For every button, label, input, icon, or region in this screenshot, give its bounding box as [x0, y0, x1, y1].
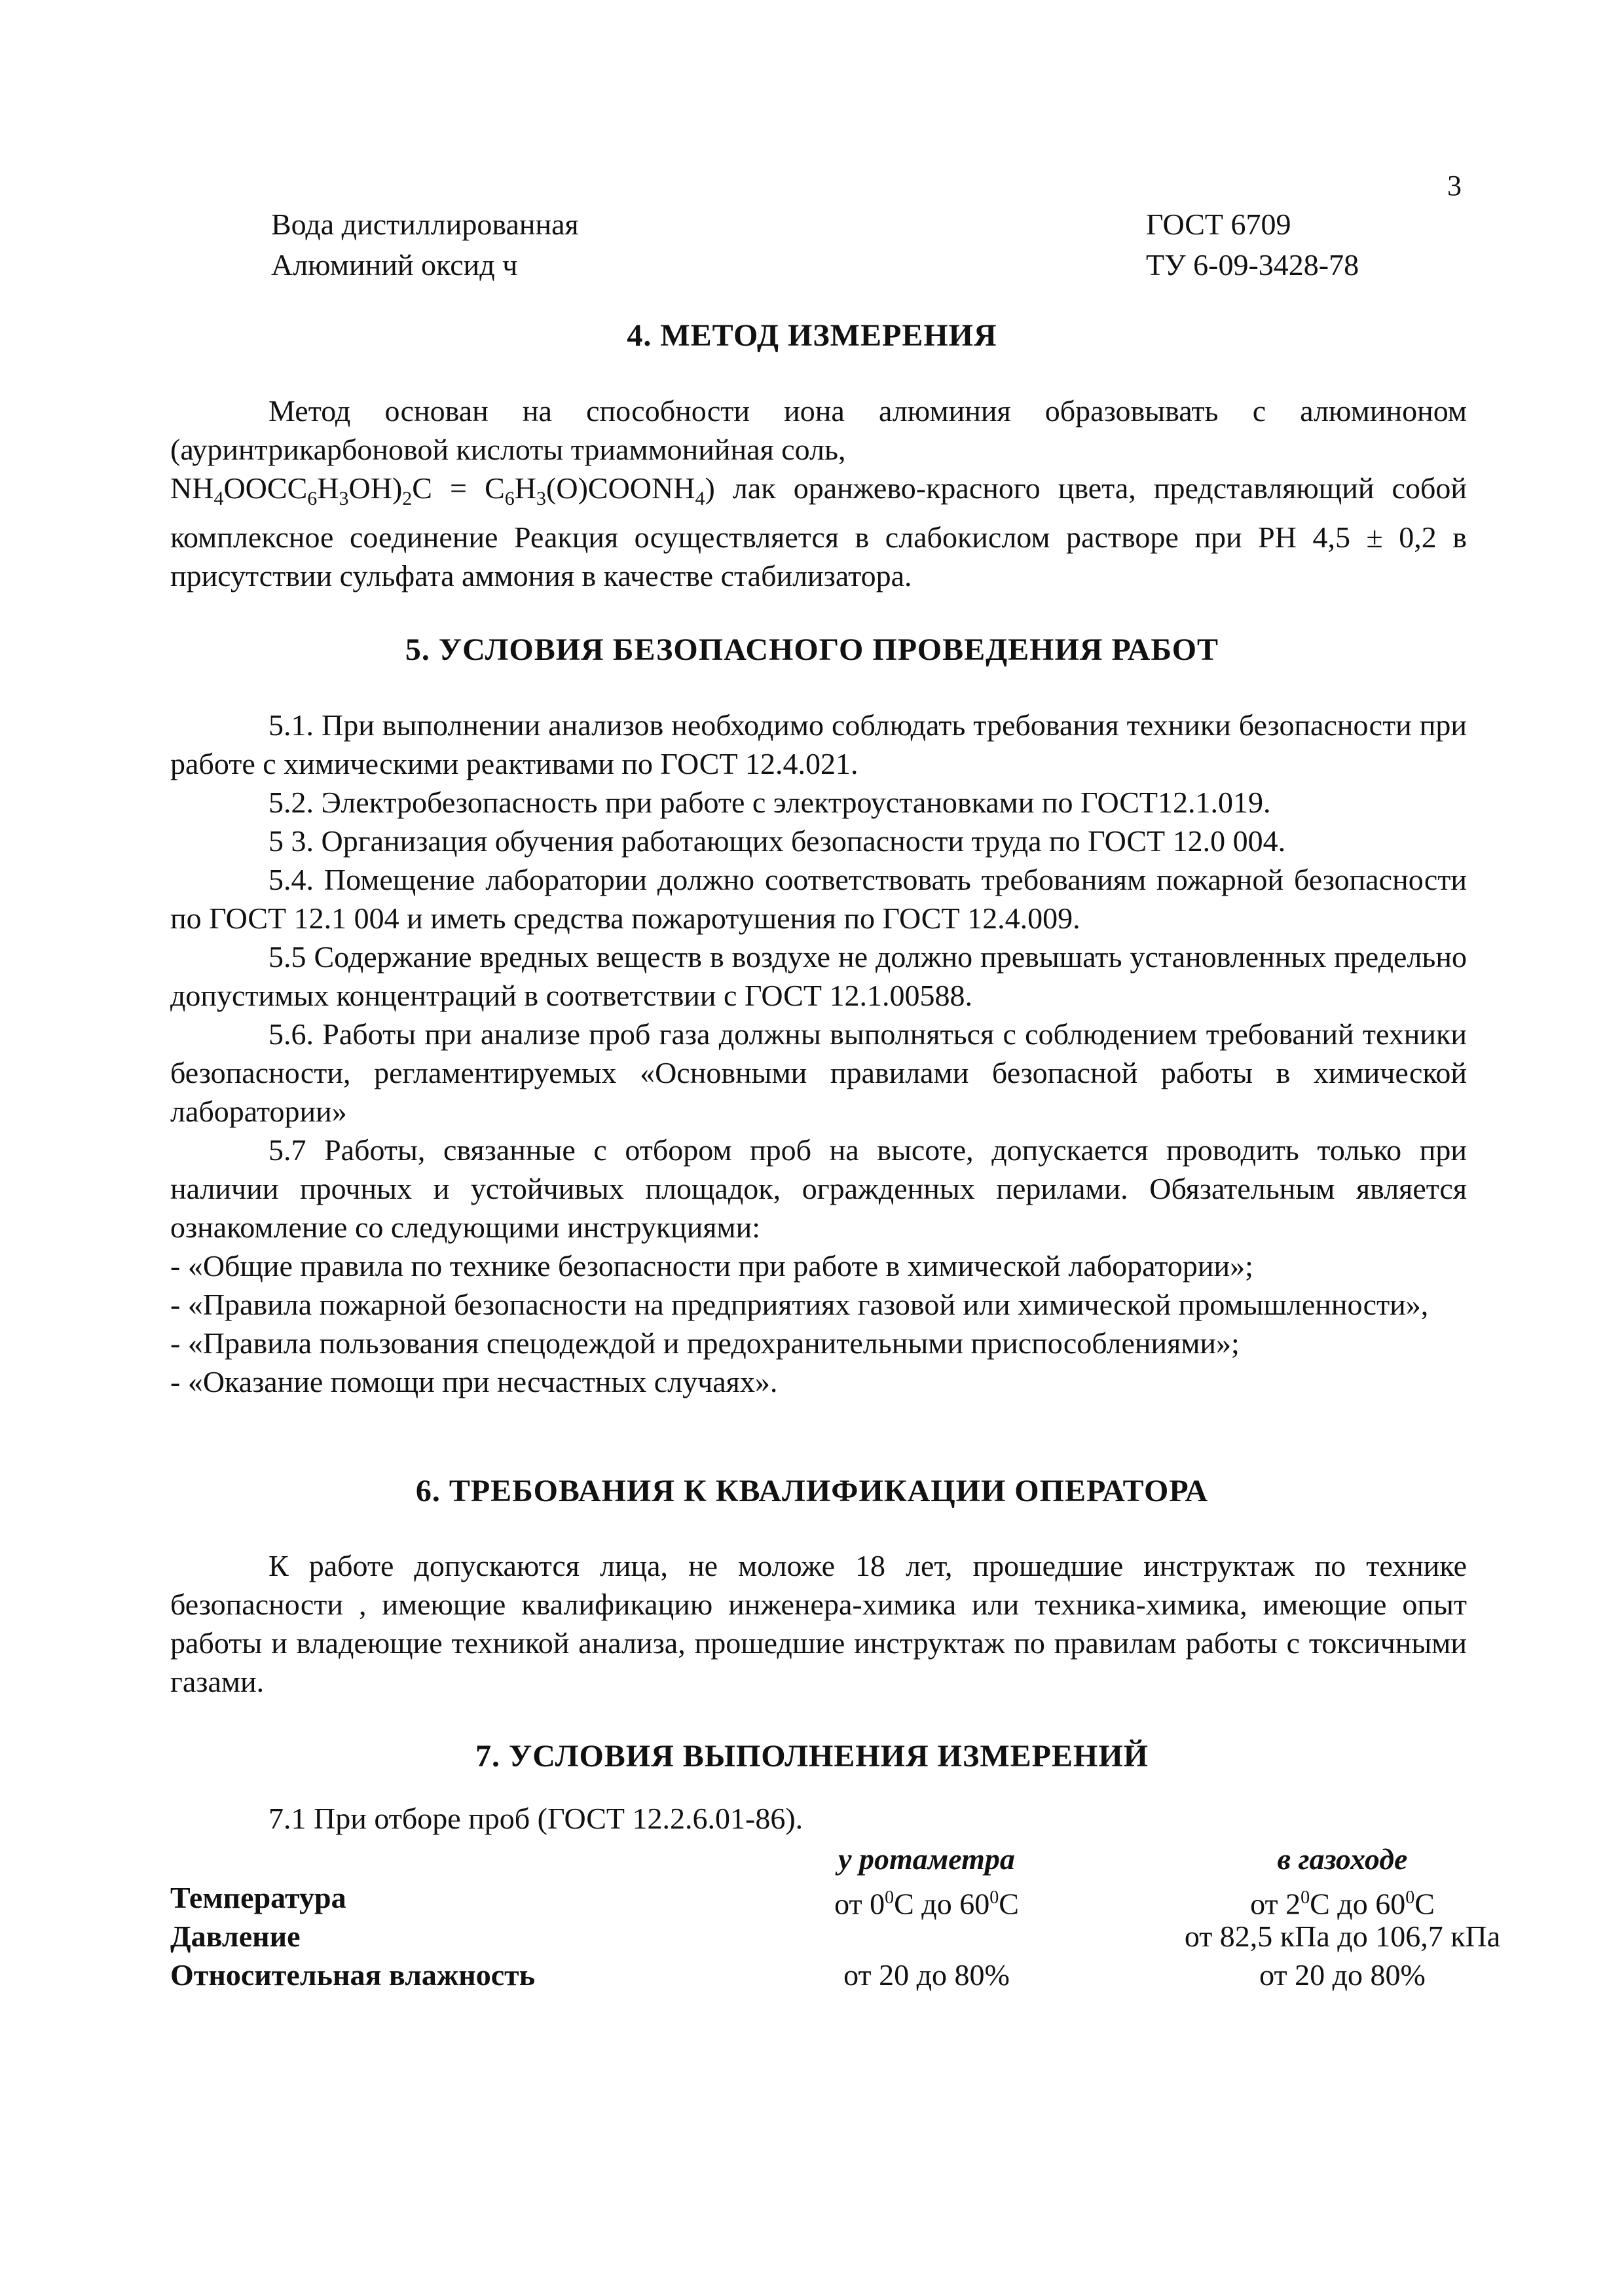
section-4-text	[170, 392, 1467, 595]
measurement-conditions-table	[170, 1840, 1501, 1994]
paragraph: 7.1 При отборе проб (ГОСТ 12.2.6.01-86).	[268, 1802, 803, 1835]
table-cell: от 82,5 кПа до 106,7 кПа	[1184, 1920, 1501, 1953]
table-cell: от 20 до 80%	[843, 1958, 1010, 1992]
bullet-item: - «Оказание помощи при несчастных случаях».	[170, 1365, 778, 1398]
reagent-name: Алюминий оксид ч	[271, 248, 518, 282]
row-label: Температура	[170, 1881, 346, 1914]
section-4-title: 4. МЕТОД ИЗМЕРЕНИЯ	[627, 318, 997, 353]
list-item: 5.7 Работы, связанные с отбором проб на высоте, допускается проводить только при наличии прочных и устойчивых площадок, огражденных перилами. Обязательным является ознакомление со следующими инструкциями:	[170, 1133, 1467, 1244]
section-6-title: 6. ТРЕБОВАНИЯ К КВАЛИФИКАЦИИ ОПЕРАТОРА	[415, 1474, 1209, 1508]
table-row	[170, 1878, 1467, 1921]
bullet-item: - «Общие правила по технике безопасности при работе в химической лаборатории»;	[170, 1249, 1253, 1283]
list-item: 5.4. Помещение лаборатории должно соответствовать требованиям пожарной безопасности по ГОСТ 12.1 004 и иметь средства пожаротушения по ГОСТ 12.4.009.	[170, 863, 1467, 935]
list-item: 5 3. Организация обучения работающих безопасности труда по ГОСТ 12.0 004.	[268, 824, 1286, 858]
table-cell: от 20 до 80%	[1259, 1958, 1426, 1992]
section-7-title: 7. УСЛОВИЯ ВЫПОЛНЕНИЯ ИЗМЕРЕНИЙ	[475, 1739, 1149, 1774]
page-number: 3	[1447, 170, 1462, 202]
column-header: у ротаметра	[838, 1842, 1015, 1876]
reagent-standard: ТУ 6-09-3428-78	[1146, 248, 1359, 282]
row-label: Давление	[170, 1920, 301, 1953]
reagents-standards	[1146, 204, 1359, 285]
reagents-names	[271, 204, 579, 285]
table-row	[170, 1956, 1467, 1994]
list-item: 5.5 Содержание вредных веществ в воздухе не должно превышать установленных предельно допустимых концентраций в соответствии с ГОСТ 12.1.00588.	[170, 940, 1467, 1012]
bullet-item: - «Правила пользования спецодеждой и предохранительными приспособлениями»;	[170, 1326, 1240, 1360]
paragraph	[170, 392, 1467, 595]
bullet-item: - «Правила пожарной безопасности на предприятиях газовой или химической промышленности»,	[170, 1288, 1429, 1321]
list-item: 5.6. Работы при анализе проб газа должны выполняться с соблюдением требований техники безопасности, регламентируемых «Основными правилами безопасной работы в химической лаборатории»	[170, 1017, 1467, 1128]
list-item: 5.2. Электробезопасность при работе с электроустановками по ГОСТ12.1.019.	[268, 786, 1271, 819]
reagent-name: Вода дистиллированная	[271, 208, 579, 241]
paragraph: К работе допускаются лица, не моложе 18 лет, прошедшие инструктаж по технике безопасности , имеющие квалификацию инженера-химика или техника-химика, имеющие опыт работы и владеющие техникой анализа, прошедшие инструктаж по правилам работы с токсичными газами.	[170, 1549, 1467, 1698]
text-run: лак оранжево-красного цвета, представляющий собой комплексное соединение Реакция осуществляется в слабокислом растворе при РН 4,5 ± 0,2 в присутствии сульфата аммония в качестве стабилизатора.	[170, 471, 1467, 593]
table-cell: от $0^0C$ до $60^0C$	[834, 1887, 1019, 1921]
column-header: в газоходе	[1277, 1842, 1408, 1876]
section-6-text	[170, 1546, 1467, 1701]
text-run: Метод основан на способности иона алюминия образовывать с алюминоном (ауринтрикарбоновой кислоты триаммонийная соль,	[170, 394, 1467, 466]
section-5-text	[170, 706, 1467, 1401]
table-header-row	[170, 1840, 1467, 1878]
chemical-formula: $NH_4OOCC_6H_3OH)_2C$ = $C_6H_3(O)COONH_4$)	[170, 471, 715, 510]
section-5-title: 5. УСЛОВИЯ БЕЗОПАСНОГО ПРОВЕДЕНИЯ РАБОТ	[405, 632, 1219, 667]
table-cell: от $2^0C$ до $60^0C$	[1250, 1887, 1435, 1921]
table-row	[170, 1917, 1501, 1956]
reagent-standard: ГОСТ 6709	[1146, 208, 1291, 241]
list-item: 5.1. При выполнении анализов необходимо соблюдать требования техники безопасности при работе с химическими реактивами по ГОСТ 12.4.021.	[170, 708, 1467, 780]
row-label: Относительная влажность	[170, 1958, 536, 1992]
section-7-intro	[170, 1799, 1467, 1838]
